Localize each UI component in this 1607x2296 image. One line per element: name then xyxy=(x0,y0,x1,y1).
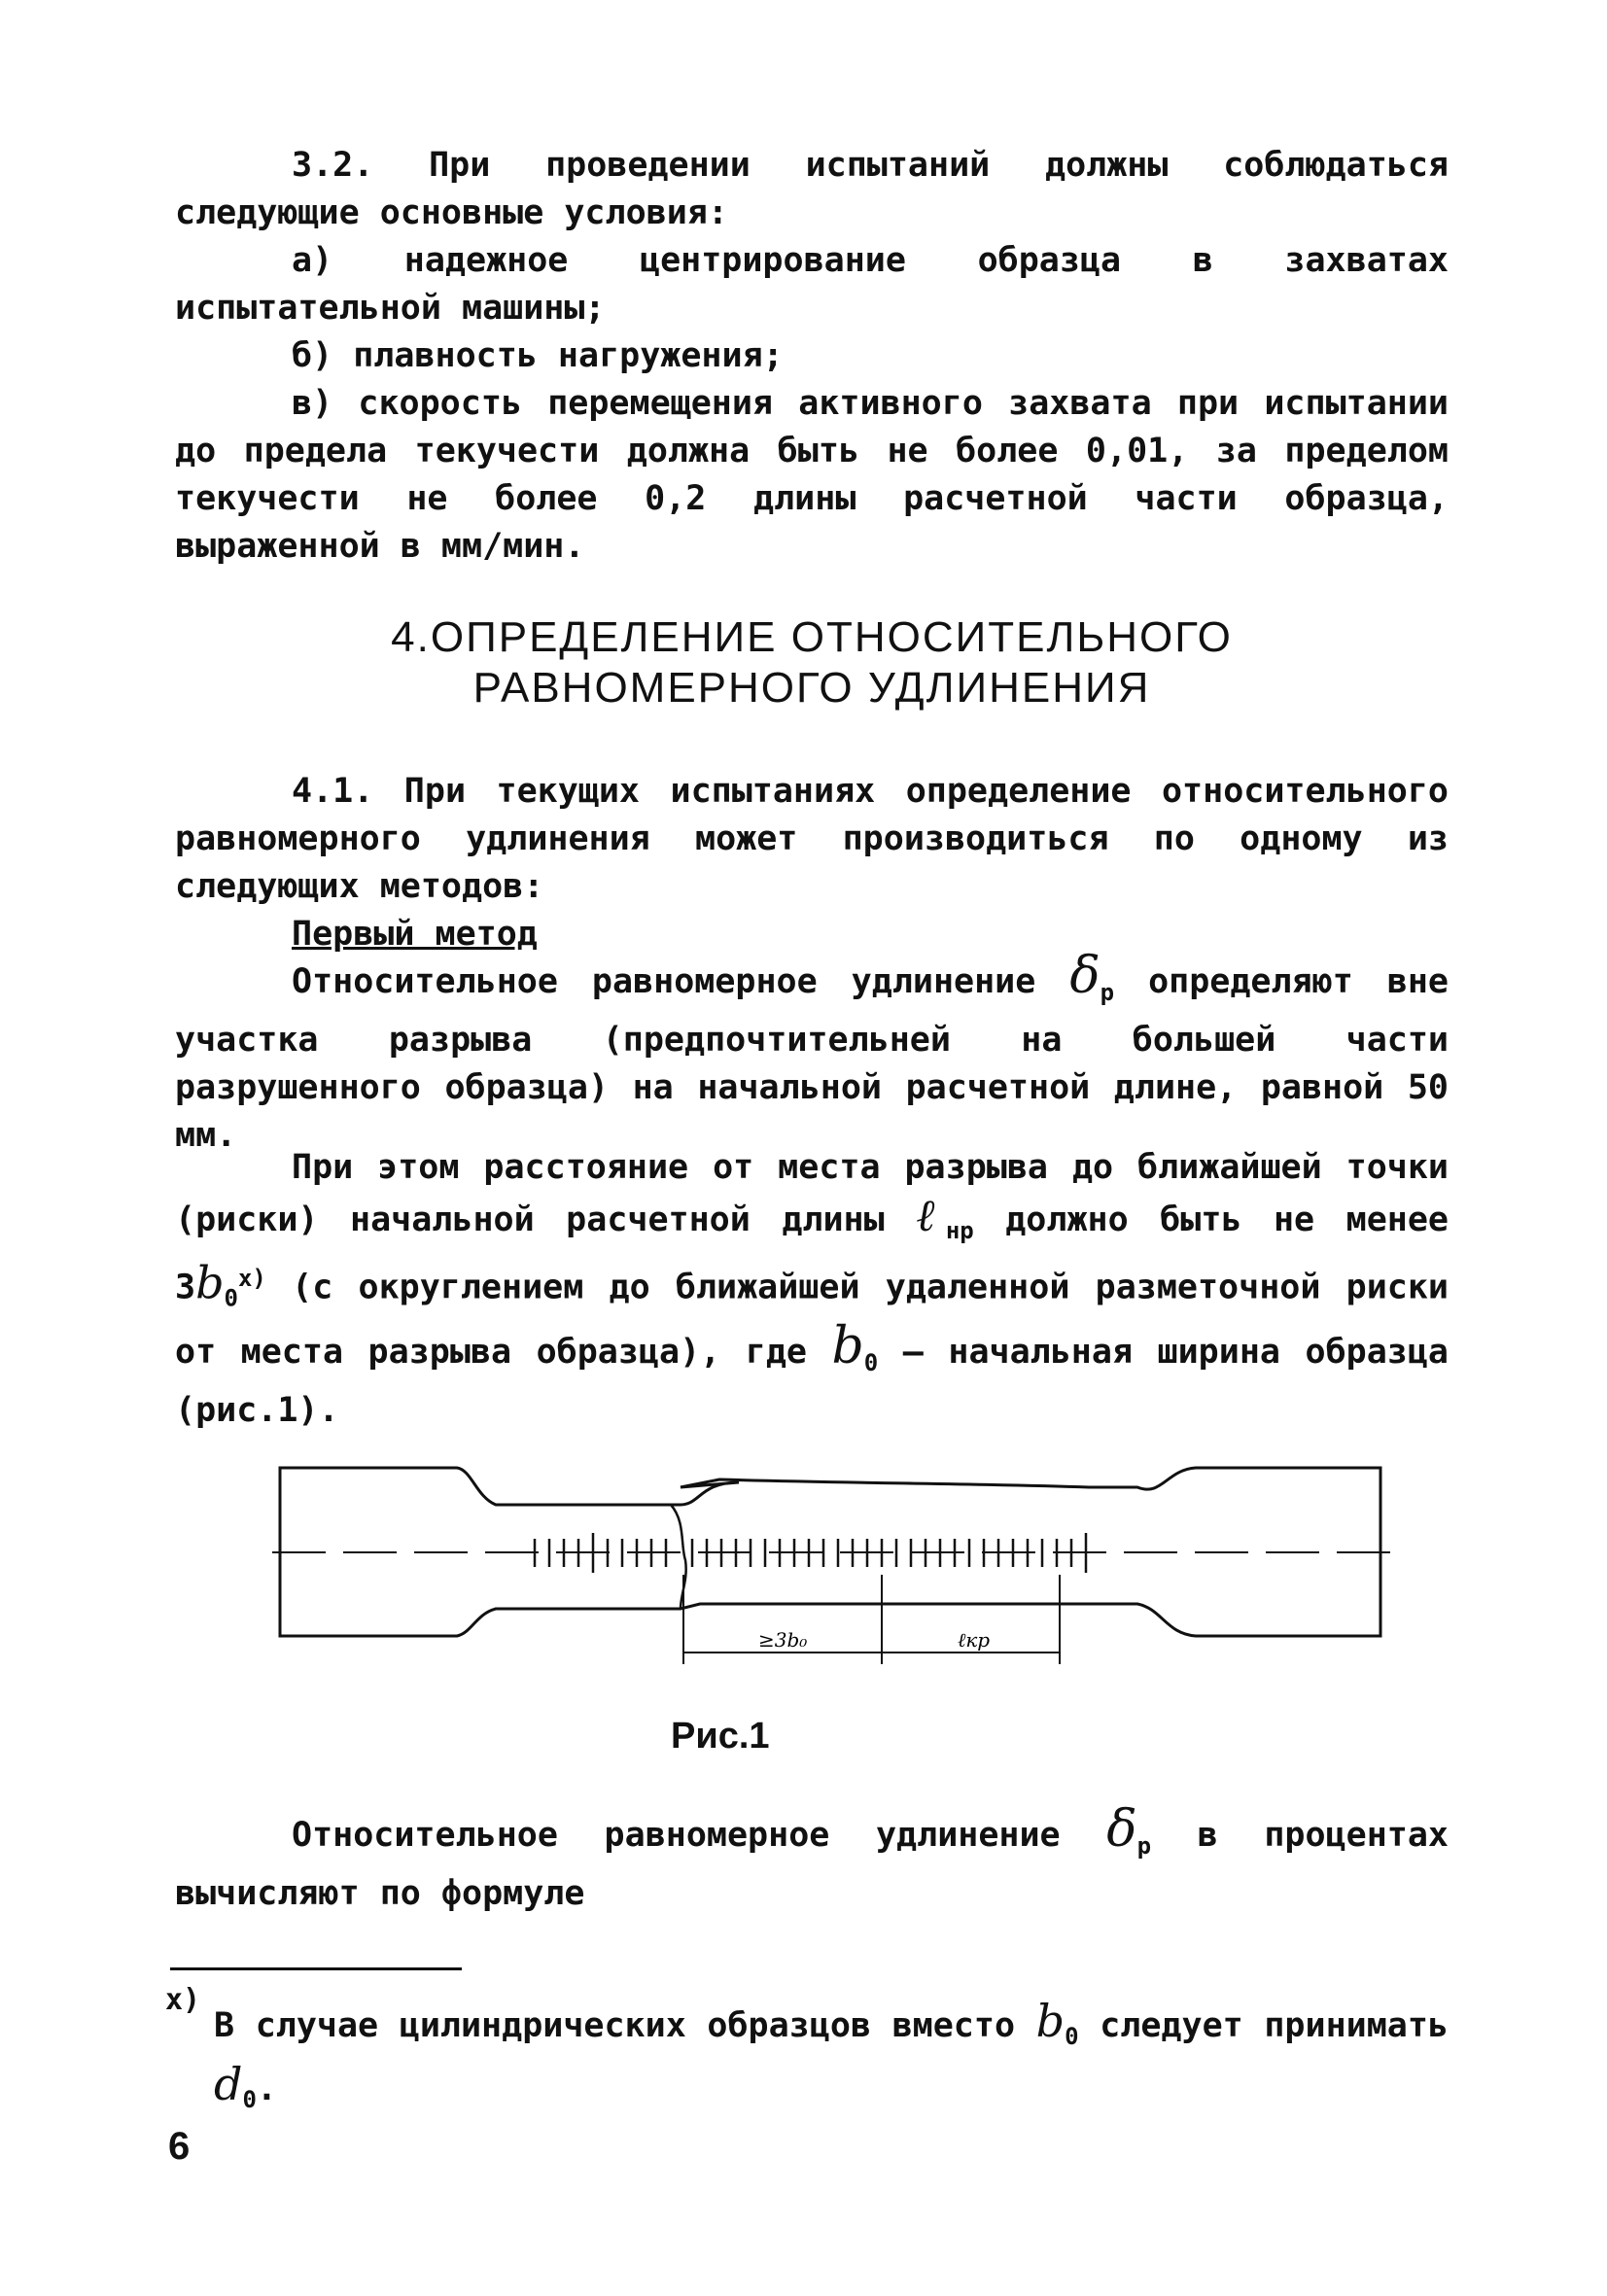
section-heading-line-1: 4.ОПРЕДЕЛЕНИЕ ОТНОСИТЕЛЬНОГО xyxy=(391,613,1233,661)
method-title-text: Первый метод xyxy=(292,915,538,954)
clause-number: 4.1. xyxy=(292,772,374,811)
method-text-a: Относительное равномерное удлинение xyxy=(292,962,1036,1001)
width-subscript: 0 xyxy=(224,1284,238,1312)
method-text-d: где xyxy=(745,1332,807,1372)
diameter-symbol: d xyxy=(214,2058,243,2110)
dimension-label-gauge-length: ℓкр xyxy=(958,1628,991,1652)
length-symbol: ℓ xyxy=(916,1189,946,1241)
clause-text: При проведении испытаний должны соблюдаться следующие основные условия: xyxy=(175,146,1449,232)
method-text-b: должно быть не менее xyxy=(1005,1200,1449,1239)
width-subscript: 0 xyxy=(863,1348,879,1376)
dimension-lines xyxy=(683,1575,1060,1664)
figure-caption: Рис.1 xyxy=(671,1716,770,1757)
width-subscript: 0 xyxy=(1065,2023,1079,2050)
condition-a: а) надежное центрирование образца в захватах испытательной машины; xyxy=(175,241,1449,328)
coefficient: 3 xyxy=(175,1268,196,1307)
delta-symbol: δ xyxy=(1069,947,1100,1005)
method-text-a: При этом расстояние от места разрыва до ближайшей точки (риски) начальной расчетной длины xyxy=(175,1148,1449,1239)
diameter-subscript: 0 xyxy=(242,2086,257,2113)
width-symbol: b xyxy=(1035,1995,1066,2047)
formula-text-b: в процентах вычисляют по формуле xyxy=(175,1816,1449,1913)
method-text-e: – начальная ширина образца (рис.1). xyxy=(175,1332,1449,1430)
clause-text: При текущих испытаниях определение относительного равномерного удлинения может производиться по одному из следующих методов: xyxy=(175,772,1449,906)
method-text-b: определяют вне участка разрыва (предпочтительней на большей части разрушенного образца) на начальной расчетной длине, равной 50 мм. xyxy=(175,962,1449,1155)
section-heading-line-2: РАВНОМЕРНОГО УДЛИНЕНИЯ xyxy=(472,664,1151,712)
formula-intro xyxy=(175,1800,1449,1918)
condition-b: б) плавность нагружения; xyxy=(292,336,784,375)
width-symbol: b xyxy=(831,1316,864,1375)
dimension-label-min-distance: ≥3b₀ xyxy=(758,1628,808,1652)
footnote-text-a: В случае цилиндрических образцов вместо xyxy=(214,2006,1016,2045)
formula-text-a: Относительное равномерное удлинение xyxy=(292,1816,1061,1855)
delta-symbol: δ xyxy=(1106,1800,1137,1859)
delta-subscript: р xyxy=(1136,1832,1152,1860)
footnote-ref: x) xyxy=(237,1265,266,1292)
width-symbol: b xyxy=(195,1256,225,1309)
length-subscript: нр xyxy=(945,1217,974,1244)
page-number: 6 xyxy=(168,2125,191,2168)
method-text-c: (с округлением до ближайшей удаленной разметочной риски от места разрыва образца), xyxy=(175,1268,1449,1372)
condition-c: в) скорость перемещения активного захвата при испытании до предела текучести должна быть не более 0,01, за пределом текучести не более 0,2 длины расчетной части образца, выраженной в мм/мин. xyxy=(175,384,1449,566)
footnote-separator xyxy=(170,1967,462,1970)
clause-number: 3.2. xyxy=(292,146,374,185)
footnote-mark: x) xyxy=(165,1983,201,2017)
delta-subscript: р xyxy=(1100,979,1115,1006)
footnote-text-b: следует принимать xyxy=(1100,2006,1449,2045)
footnote-text xyxy=(214,1995,1449,2124)
footnote-end: . xyxy=(256,2070,277,2108)
